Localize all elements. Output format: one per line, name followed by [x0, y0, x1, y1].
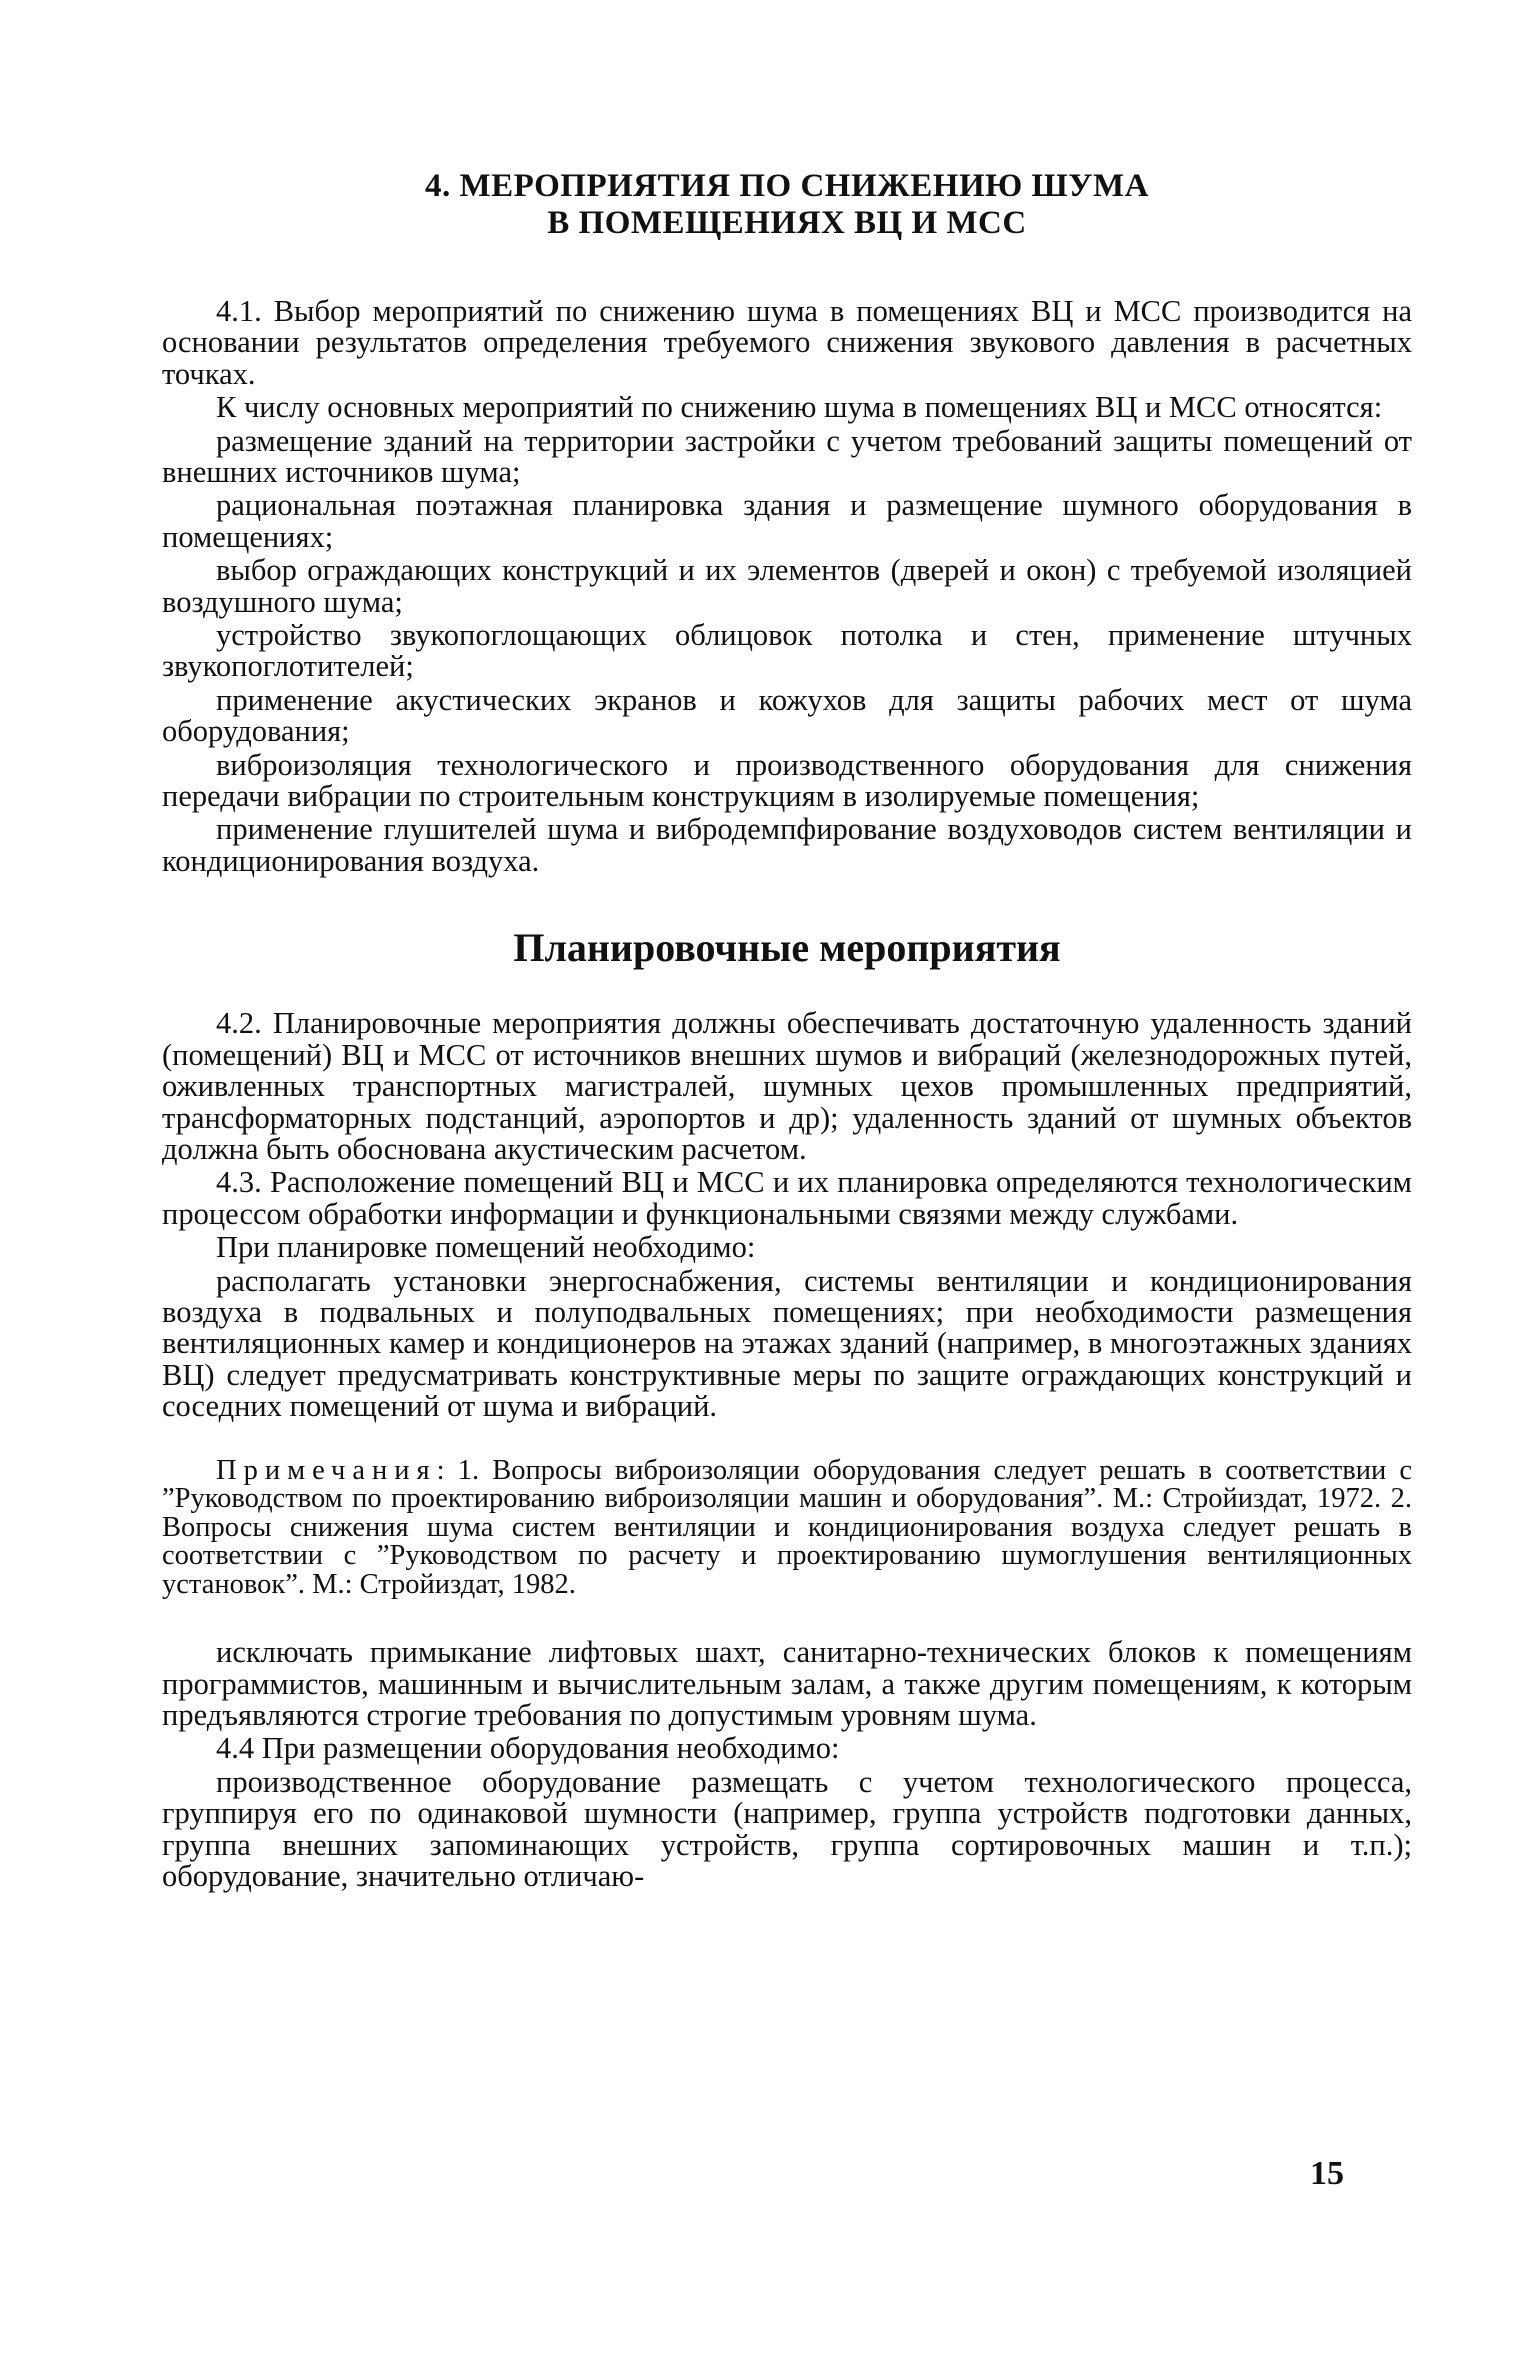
page-number: 15	[1310, 2155, 1344, 2192]
list-item: рациональная поэтажная планировка здания и размещение шумного оборудования в помещениях;	[162, 488, 1412, 554]
document-page	[162, 150, 1412, 1894]
list-item: применение глушителей шума и вибродемпфирование воздуховодов систем вентиляции и кондиционирования воздуха.	[162, 812, 1412, 878]
section-title	[162, 168, 1412, 242]
list-item: применение акустических экранов и кожухов для защиты рабочих мест от шума оборудования;	[162, 682, 1412, 749]
body-text	[162, 293, 1412, 1894]
list-item: располагать установки энергоснабжения, системы вентиляции и кондиционирования воздуха в подвальных и полуподвальных помещениях; при необходимости размещения вентиляционных камер и кондиционеров на этажах зданий (например, в многоэтажных зданиях ВЦ) следует предусматривать конструктивные меры по защите ограждающих конструкций и соседних помещений от шума и вибраций.	[162, 1263, 1412, 1424]
paragraph: 4.1. Выбор мероприятий по снижению шума в помещениях ВЦ и МСС производится на основании результатов определения требуемого снижения звукового давления в расчетных точках.	[162, 293, 1412, 391]
list-item: производственное оборудование размещать с учетом технологического процесса, группируя его по одинаковой шумности (например, группа устройств подготовки данных, группа внешних запоминающих устройств, группа сортировочных машин и т.п.); оборудование, значительно отличаю-	[162, 1764, 1412, 1894]
subheading: Планировочные мероприятия	[513, 925, 1061, 971]
list-item: виброизоляция технологического и производственного оборудования для снижения передачи вибрации по строительным конструкциям в изолируемые помещения;	[162, 747, 1412, 813]
section-title-line-1: 4. МЕРОПРИЯТИЯ ПО СНИЖЕНИЮ ШУМА	[425, 168, 1149, 204]
notes-block	[162, 1454, 1412, 1600]
list-item: размещение зданий на территории застройки с учетом требований защиты помещений от внешних источников шума;	[162, 423, 1412, 489]
list-item: выбор ограждающих конструкций и их элементов (дверей и окон) с требуемой изоляцией воздушного шума;	[162, 553, 1412, 619]
paragraph: 4.4 При размещении оборудования необходимо:	[216, 1731, 840, 1766]
paragraph: 4.3. Расположение помещений ВЦ и МСС и их планировка определяются технологическим процессом обработки информации и функциональными связями между службами.	[162, 1165, 1412, 1231]
paragraph: При планировке помещений необходимо:	[216, 1230, 756, 1265]
section-title-line-2: В ПОМЕЩЕНИЯХ ВЦ И МСС	[547, 204, 1027, 241]
notes-label: Примечания	[216, 1454, 437, 1486]
list-item: устройство звукопоглощающих облицовок потолка и стен, применение штучных звукопоглотителей;	[162, 617, 1412, 684]
paragraph: К числу основных мероприятий по снижению шума в помещениях ВЦ и МСС относятся:	[216, 390, 1383, 425]
paragraph: 4.2. Планировочные мероприятия должны обеспечивать достаточную удаленность зданий (помещений) ВЦ и МСС от источников внешних шумов и вибраций (железнодорожных путей, оживленных транспортных магистралей, шумных цехов промышленных предприятий, трансформаторных подстанций, аэропортов и др); удаленность зданий от шумных объектов должна быть обоснована акустическим расчетом.	[162, 1006, 1412, 1167]
notes-text: : 1. Вопросы виброизоляции оборудования следует решать в соответствии с ”Руководством по проектированию виброизоляции машин и оборудования”. М.: Стройиздат, 1972. 2. Вопросы снижения шума систем вентиляции и кондиционирования воздуха следует решать в соответствии с ”Руководством по расчету и проектированию шумоглушения вентиляционных установок”. М.: Стройиздат, 1982.	[162, 1454, 1412, 1600]
list-item: исключать примыкание лифтовых шахт, санитарно-технических блоков к помещениям программистов, машинным и вычислительным залам, а также другим помещениям, к которым предъявляются строгие требования по допустимым уровням шума.	[162, 1635, 1412, 1732]
